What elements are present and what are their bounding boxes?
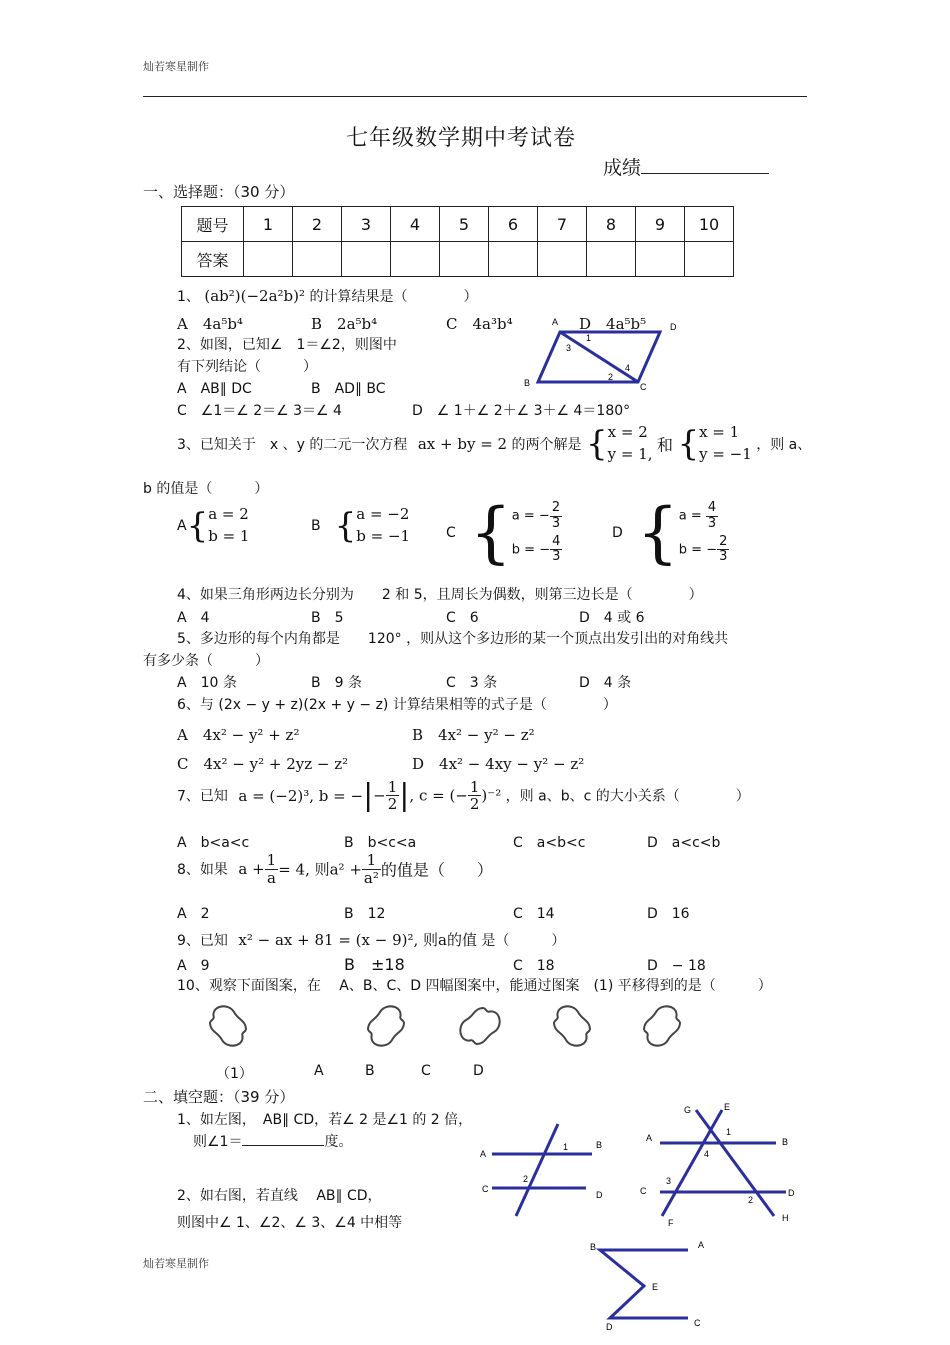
f2-label-c: C xyxy=(640,1186,647,1196)
q2-line1: 2、如图，已知∠ 1＝∠2，则图中 xyxy=(177,337,397,353)
f2-label-e: E xyxy=(724,1102,731,1112)
q3-option-b-system xyxy=(356,504,410,548)
q3-option-d-b-num: 2 xyxy=(719,534,728,549)
f1-line1: 1、如左图， AB∥ CD，若∠ 2 是∠1 的 2 倍， xyxy=(177,1112,473,1128)
q3-option-b-line2: b = −1 xyxy=(356,526,411,545)
q9-option-d[interactable]: D − 18 xyxy=(647,958,706,974)
q3-option-a[interactable] xyxy=(177,504,249,548)
q6-text: 6、与 (2x − y + z)(2x + y − z) 计算结果相等的式子是（ ） xyxy=(177,697,617,713)
table-head-label: 题号 xyxy=(182,207,244,242)
fig3-label-d: D xyxy=(606,1322,613,1332)
q2-option-b[interactable]: B AD∥ BC xyxy=(311,381,386,397)
q8-option-b[interactable]: B 12 xyxy=(344,906,386,922)
q3-option-d-brace: { xyxy=(636,494,679,571)
q10-label-original: （1） xyxy=(216,1066,253,1082)
q3-option-c-b-num: 4 xyxy=(552,534,561,549)
score-row xyxy=(603,153,769,180)
q3-equation: ax + by = 2 xyxy=(417,434,508,453)
f1-parallel-lines-figure xyxy=(476,1120,612,1220)
q2-label-c: C xyxy=(640,382,647,392)
q5-line2: 有多少条（ ） xyxy=(143,653,269,669)
q6-option-d[interactable]: D 4x² − 4xy − y² − z² xyxy=(412,755,585,773)
q1-suffix: 的计算结果是（ ） xyxy=(309,289,478,305)
q7-option-c[interactable]: C a<b<c xyxy=(513,835,586,851)
q7-option-d[interactable]: D a<c<b xyxy=(647,835,721,851)
q5-option-a[interactable]: A 10 条 xyxy=(177,675,237,691)
q5-option-b[interactable]: B 9 条 xyxy=(311,675,362,691)
leaf-pattern-original xyxy=(210,1006,246,1045)
q3-letter-c: C xyxy=(446,525,456,541)
f2-triangle-lines-figure xyxy=(636,1098,802,1230)
f2-line-gh xyxy=(696,1110,774,1216)
q3-option-c-b-sign: b = − xyxy=(511,542,551,558)
q7-exponent: )⁻² xyxy=(481,786,502,805)
q2-label-1: 1 xyxy=(586,333,592,343)
section-2-heading: 二、填空题：（39 分） xyxy=(143,1088,295,1106)
q8-frac2-den: a² xyxy=(363,868,379,887)
q3-sol2-x: x = 1 xyxy=(699,423,740,441)
q9-expression: x² − ax + 81 = (x − 9)², 则a的值 xyxy=(238,931,477,949)
q4-option-d[interactable]: D 4 或 6 xyxy=(579,610,645,626)
q2-label-a: A xyxy=(552,317,559,327)
q3-option-b[interactable] xyxy=(311,504,410,548)
q7-fraction-2 xyxy=(468,779,482,813)
q3-option-c-system xyxy=(512,501,563,564)
table-num: 4 xyxy=(391,207,440,242)
q10-text: 10、观察下面图案，在 A、B、C、D 四幅图案中，能通过图案 (1) 平移得到的是（ ） xyxy=(177,978,772,994)
q8-option-a[interactable]: A 2 xyxy=(177,906,210,922)
q1-option-c[interactable]: C 4a³b⁴ xyxy=(446,315,513,333)
q7-suffix: ，则 a、b、c 的大小关系（ ） xyxy=(505,788,750,805)
q7-frac2-den: 2 xyxy=(469,795,480,813)
q10-label-a[interactable]: A xyxy=(314,1063,324,1079)
q7-frac1-den: 2 xyxy=(387,795,398,813)
q4-option-c[interactable]: C 6 xyxy=(446,610,479,626)
answer-cell[interactable] xyxy=(685,242,734,277)
q5-option-d[interactable]: D 4 条 xyxy=(579,675,632,691)
q7-fraction-1 xyxy=(386,779,400,813)
q3-solution-2 xyxy=(699,422,752,466)
table-num: 5 xyxy=(440,207,489,242)
q3-option-d-b-sign: b = − xyxy=(678,542,718,558)
f1-label-2: 2 xyxy=(523,1174,529,1184)
q3-line2: b 的值是（ ） xyxy=(143,481,269,497)
q9-suffix: 是（ ） xyxy=(481,933,566,949)
score-blank[interactable] xyxy=(641,153,769,174)
answer-cell[interactable] xyxy=(587,242,636,277)
q4-option-a[interactable]: A 4 xyxy=(177,610,210,626)
q8-frac2-num: 1 xyxy=(362,852,381,870)
q7-abs-left: | xyxy=(363,778,374,813)
answer-cell[interactable] xyxy=(636,242,685,277)
f2-label-1: 1 xyxy=(726,1127,732,1137)
table-answer-label: 答案 xyxy=(182,242,244,277)
q3-text3: ，则 a、 xyxy=(756,436,812,453)
q7-frac2-num: 1 xyxy=(469,777,480,796)
q2-option-a[interactable]: A AB∥ DC xyxy=(177,381,252,397)
q3-option-d[interactable] xyxy=(612,494,729,571)
q3-sol1-x: x = 2 xyxy=(607,423,648,441)
q3-option-c-b-den: 3 xyxy=(552,549,561,565)
q2-label-b: B xyxy=(524,378,531,388)
q3-option-d-a-den: 3 xyxy=(707,515,717,531)
q1-option-b[interactable]: B 2a⁵b⁴ xyxy=(311,315,378,333)
q3-option-c-a-num: 2 xyxy=(551,500,561,516)
q2-parallelogram-figure xyxy=(520,312,690,394)
q3-text1: 3、已知关于 x 、y 的二元一次方程 xyxy=(177,436,408,453)
leaf-pattern-c xyxy=(554,1006,590,1045)
q3-option-a-system xyxy=(208,504,249,548)
q8-frac1-den: a xyxy=(266,868,276,887)
q7-abs-right: | xyxy=(399,778,410,813)
q3-option-d-a-fraction xyxy=(706,501,718,531)
q3-option-d-b-fraction xyxy=(717,535,729,565)
table-num: 6 xyxy=(489,207,538,242)
f2-label-a: A xyxy=(646,1133,653,1143)
q3-option-d-system xyxy=(679,501,730,564)
f2-label-4: 4 xyxy=(704,1149,710,1159)
fig3-zigzag-figure xyxy=(584,1236,714,1334)
q8-expr1: a + xyxy=(238,860,265,878)
f1-line2 xyxy=(193,1131,352,1151)
q10-label-c[interactable]: C xyxy=(421,1063,431,1079)
table-num: 3 xyxy=(342,207,391,242)
q3-text2: 的两个解是 xyxy=(511,436,582,453)
q1-number: 1、 xyxy=(177,289,200,305)
q3-option-c-a-sign: a = − xyxy=(511,508,550,524)
table-num: 9 xyxy=(636,207,685,242)
q8-option-d[interactable]: D 16 xyxy=(647,906,690,922)
q3-option-d-b-den: 3 xyxy=(719,549,728,565)
q3-and: 和 xyxy=(656,435,673,455)
f2-line-ef xyxy=(662,1110,722,1216)
q9-prefix: 9、已知 xyxy=(177,933,228,949)
q2-label-2: 2 xyxy=(608,372,614,382)
q7-expr-a-b: a = (−2)³, b = − xyxy=(238,786,364,805)
q10-label-d[interactable]: D xyxy=(473,1063,484,1079)
q3-option-b-brace: { xyxy=(334,505,357,546)
f1-label-1: 1 xyxy=(563,1142,569,1152)
f1-label-d: D xyxy=(596,1190,603,1200)
q3-option-a-brace: { xyxy=(186,505,209,546)
answer-cell[interactable] xyxy=(538,242,587,277)
f2-label-f: F xyxy=(668,1218,674,1228)
q8-frac1-num: 1 xyxy=(266,851,277,869)
q7-frac1-num: 1 xyxy=(387,777,398,796)
q3-option-c-b-fraction xyxy=(550,535,562,565)
table-num: 10 xyxy=(685,207,734,242)
q3-option-c[interactable] xyxy=(446,494,562,571)
f1-label-b: B xyxy=(596,1140,603,1150)
fig3-label-c: C xyxy=(694,1318,701,1328)
f1-line2-suffix: 度。 xyxy=(324,1134,353,1150)
q8-expr2: = 4, 则a² + xyxy=(278,860,362,879)
q3-letter-b: B xyxy=(311,517,321,534)
answer-cell[interactable] xyxy=(342,242,391,277)
question-1 xyxy=(177,286,477,306)
q7-prefix: 7、已知 xyxy=(177,788,228,805)
q9-option-b[interactable]: B ±18 xyxy=(344,955,405,974)
q7-option-b[interactable]: B b<c<a xyxy=(344,835,417,851)
q8-fraction-1 xyxy=(265,852,279,886)
question-9 xyxy=(177,929,565,950)
table-num: 7 xyxy=(538,207,587,242)
q1-expression: (ab²)(−2a²b)² xyxy=(204,287,306,305)
q3-letter-d: D xyxy=(612,525,623,541)
table-num: 1 xyxy=(244,207,293,242)
q7-option-a[interactable]: A b<a<c xyxy=(177,835,250,851)
q9-option-c[interactable]: C 18 xyxy=(513,958,555,974)
q2-label-4: 4 xyxy=(625,363,631,373)
q5-option-c[interactable]: C 3 条 xyxy=(446,675,498,691)
f2-label-d: D xyxy=(788,1188,795,1198)
question-7 xyxy=(177,778,750,813)
q3-option-d-a-num: 4 xyxy=(707,500,717,516)
q8-option-c[interactable]: C 14 xyxy=(513,906,555,922)
f2-label-3: 3 xyxy=(666,1176,672,1186)
fig3-label-b: B xyxy=(590,1242,597,1252)
question-3 xyxy=(177,422,811,466)
q2-line2: 有下列结论（ ） xyxy=(177,359,317,375)
f1-transversal xyxy=(516,1124,558,1216)
f1-label-c: C xyxy=(482,1184,489,1194)
q3-option-b-line1: a = −2 xyxy=(356,505,410,523)
q3-sol1-y: y = 1, xyxy=(607,444,653,463)
table-num: 8 xyxy=(587,207,636,242)
f2-label-g: G xyxy=(684,1105,692,1115)
q10-patterns xyxy=(200,998,700,1056)
q3-solution-1 xyxy=(608,422,653,466)
header-text: 灿若寒星制作 xyxy=(143,60,209,73)
q7-minus: − xyxy=(373,786,386,805)
q3-option-a-line1: a = 2 xyxy=(208,505,249,523)
f1-label-a: A xyxy=(480,1149,487,1159)
q6-option-a[interactable]: A 4x² − y² + z² xyxy=(177,726,300,744)
q1-option-a[interactable]: A 4a⁵b⁴ xyxy=(177,315,243,333)
q3-option-a-line2: b = 1 xyxy=(208,526,250,545)
q2-option-c[interactable]: C ∠1＝∠ 2＝∠ 3＝∠ 4 xyxy=(177,403,342,419)
answer-cell[interactable] xyxy=(391,242,440,277)
answer-table-head-row xyxy=(182,207,734,242)
f2-label-h: H xyxy=(782,1213,789,1223)
leaf-pattern-b xyxy=(460,1008,499,1044)
q3-option-c-a-den: 3 xyxy=(551,515,561,531)
fig3-label-e: E xyxy=(652,1282,659,1292)
q2-option-d[interactable]: D ∠ 1＋∠ 2＋∠ 3＋∠ 4＝180° xyxy=(412,403,631,419)
answer-cell[interactable] xyxy=(440,242,489,277)
q4-option-b[interactable]: B 5 xyxy=(311,610,344,626)
answer-cell[interactable] xyxy=(293,242,342,277)
question-8 xyxy=(177,852,493,886)
q4-text: 4、如果三角形两边长分别为 2 和 5，且周长为偶数，则第三边长是（ ） xyxy=(177,587,703,603)
q8-fraction-2 xyxy=(362,852,381,886)
q5-line1: 5、多边形的每个内角都是 120° ，则从这个多边形的某一个顶点出发引出的对角线共 xyxy=(177,631,729,647)
q3-sol2-y: y = −1 xyxy=(699,444,752,463)
q6-option-b[interactable]: B 4x² − y² − z² xyxy=(412,726,535,744)
header-rule xyxy=(143,96,807,97)
answer-cell[interactable] xyxy=(244,242,293,277)
q2-diagonal xyxy=(560,332,638,382)
q7-expr-c: , c = (− xyxy=(409,786,468,805)
q9-option-a[interactable]: A 9 xyxy=(177,958,210,974)
q8-suffix: 的值是（ ） xyxy=(380,860,493,880)
q3-brace-2: { xyxy=(677,423,700,464)
score-label: 成绩 xyxy=(603,157,642,179)
answer-table xyxy=(181,206,734,277)
q6-option-c[interactable]: C 4x² − y² + 2yz − z² xyxy=(177,755,349,773)
leaf-pattern-a xyxy=(368,1006,404,1045)
f2-label-2: 2 xyxy=(748,1195,754,1205)
q2-label-d: D xyxy=(670,322,677,332)
f1-line2-prefix: 则∠1＝ xyxy=(193,1134,243,1150)
footer-text: 灿若寒星制作 xyxy=(143,1257,209,1270)
table-num: 2 xyxy=(293,207,342,242)
leaf-pattern-d xyxy=(644,1006,680,1045)
page-title: 七年级数学期中考试卷 xyxy=(346,126,577,151)
fig3-label-a: A xyxy=(698,1240,705,1250)
f2-line1: 2、如右图，若直线 AB∥ CD， xyxy=(177,1188,382,1204)
f2-label-b: B xyxy=(782,1137,789,1147)
section-1-heading: 一、选择题：（30 分） xyxy=(143,183,295,201)
q3-letter-a: A xyxy=(177,517,187,534)
answer-cell[interactable] xyxy=(489,242,538,277)
q3-brace-1: { xyxy=(585,423,608,464)
q1-option-d[interactable]: D 4a⁵b⁵ xyxy=(579,315,647,333)
f1-answer-blank[interactable] xyxy=(242,1131,324,1146)
q8-prefix: 8、如果 xyxy=(177,862,228,878)
answer-table-answer-row xyxy=(182,242,734,277)
q3-option-d-a-sign: a = xyxy=(678,508,706,524)
q3-option-c-a-fraction xyxy=(550,501,562,531)
q3-option-c-brace: { xyxy=(469,494,512,571)
q10-label-b[interactable]: B xyxy=(365,1063,375,1079)
fig3-zigzag xyxy=(600,1250,688,1318)
q2-label-3: 3 xyxy=(566,343,572,353)
f2-line2: 则图中∠ 1、∠2、∠ 3、∠4 中相等 xyxy=(177,1215,403,1231)
